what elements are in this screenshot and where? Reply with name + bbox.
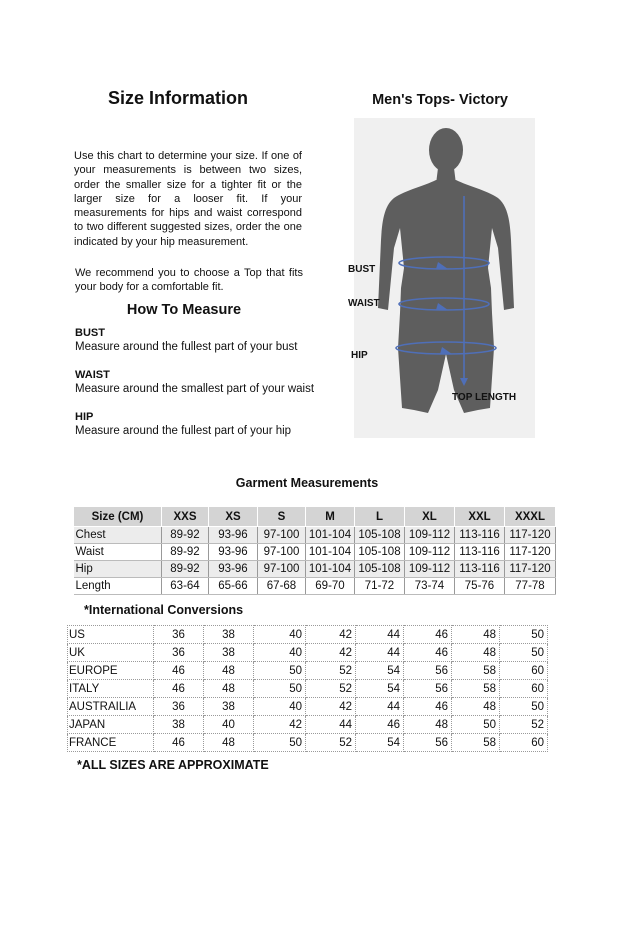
table-cell: 48 bbox=[452, 626, 500, 644]
table-cell: 67-68 bbox=[258, 578, 306, 595]
table-cell: 50 bbox=[254, 734, 306, 752]
row-label: UK bbox=[68, 644, 154, 662]
table-cell: 40 bbox=[254, 644, 306, 662]
table-row bbox=[74, 544, 556, 561]
table-cell: 93-96 bbox=[209, 561, 258, 578]
table-cell: 52 bbox=[306, 662, 356, 680]
table-cell: 46 bbox=[154, 680, 204, 698]
table-row bbox=[68, 698, 548, 716]
table-cell: 52 bbox=[306, 734, 356, 752]
table-cell: 117-120 bbox=[505, 527, 556, 544]
table-cell: 56 bbox=[404, 734, 452, 752]
table-cell: 38 bbox=[204, 626, 254, 644]
table-cell: 101-104 bbox=[306, 544, 355, 561]
international-conversions-title: *International Conversions bbox=[84, 603, 244, 617]
table-cell: 42 bbox=[306, 644, 356, 662]
silhouette-illustration bbox=[354, 118, 535, 438]
table-cell: 52 bbox=[500, 716, 548, 734]
table-cell: 65-66 bbox=[209, 578, 258, 595]
figure-hip-label: HIP bbox=[351, 350, 368, 361]
measure-bust-label: BUST bbox=[75, 327, 105, 339]
header-cell: XS bbox=[209, 507, 258, 527]
table-cell: 105-108 bbox=[355, 561, 405, 578]
garment-measurements-title: Garment Measurements bbox=[235, 476, 379, 490]
table-cell: 89-92 bbox=[162, 561, 209, 578]
table-cell: 50 bbox=[254, 680, 306, 698]
table-cell: 77-78 bbox=[505, 578, 556, 595]
table-cell: 63-64 bbox=[162, 578, 209, 595]
male-silhouette bbox=[378, 128, 517, 413]
garment-measurements-table bbox=[73, 506, 556, 595]
table-cell: 73-74 bbox=[405, 578, 455, 595]
row-label: ITALY bbox=[68, 680, 154, 698]
figure-top-length-label: TOP LENGTH bbox=[452, 392, 517, 403]
table-cell: 54 bbox=[356, 680, 404, 698]
table-cell: 101-104 bbox=[306, 561, 355, 578]
table-cell: 58 bbox=[452, 734, 500, 752]
table-cell: 58 bbox=[452, 680, 500, 698]
table-cell: 40 bbox=[204, 716, 254, 734]
table-cell: 117-120 bbox=[505, 561, 556, 578]
table-row bbox=[68, 662, 548, 680]
table-cell: 48 bbox=[452, 644, 500, 662]
table-cell: 54 bbox=[356, 662, 404, 680]
table-cell: 58 bbox=[452, 662, 500, 680]
header-cell: Size (CM) bbox=[74, 507, 162, 527]
how-to-measure-heading: How To Measure bbox=[126, 302, 242, 318]
table-cell: 50 bbox=[254, 662, 306, 680]
measure-bust-desc: Measure around the fullest part of your bust bbox=[75, 341, 298, 353]
table-cell: 50 bbox=[500, 644, 548, 662]
table-cell: 44 bbox=[306, 716, 356, 734]
table-cell: 46 bbox=[356, 716, 404, 734]
measure-hip-label: HIP bbox=[75, 411, 94, 423]
table-cell: 113-116 bbox=[455, 561, 505, 578]
table-cell: 97-100 bbox=[258, 544, 306, 561]
table-cell: 105-108 bbox=[355, 527, 405, 544]
measure-waist-desc: Measure around the smallest part of your waist bbox=[75, 383, 315, 395]
table-cell: 38 bbox=[154, 716, 204, 734]
table-cell: 44 bbox=[356, 644, 404, 662]
body-figure bbox=[354, 118, 535, 438]
row-label: JAPAN bbox=[68, 716, 154, 734]
header-cell: L bbox=[355, 507, 405, 527]
header-cell: XXXL bbox=[505, 507, 556, 527]
table-cell: 89-92 bbox=[162, 527, 209, 544]
table-cell: 36 bbox=[154, 698, 204, 716]
table-cell: 105-108 bbox=[355, 544, 405, 561]
row-label: AUSTRAILIA bbox=[68, 698, 154, 716]
intro-paragraph: Use this chart to determine your size. If one of your measurements is between two sizes, order the smaller size for a tighter fit or the larger size for a looser fit. If your measurements for hips and waist correspond to two different suggested sizes, order the one indicated by your hip measurement. bbox=[74, 150, 302, 248]
table-cell: 48 bbox=[204, 734, 254, 752]
row-label: Chest bbox=[74, 527, 162, 544]
row-label: Length bbox=[74, 578, 162, 595]
table-cell: 36 bbox=[154, 644, 204, 662]
table-cell: 50 bbox=[500, 626, 548, 644]
table-cell: 46 bbox=[404, 698, 452, 716]
table-cell: 40 bbox=[254, 698, 306, 716]
table-cell: 56 bbox=[404, 680, 452, 698]
table-row bbox=[68, 626, 548, 644]
row-label: US bbox=[68, 626, 154, 644]
table-cell: 46 bbox=[154, 662, 204, 680]
table-cell: 42 bbox=[306, 626, 356, 644]
table-cell: 46 bbox=[404, 626, 452, 644]
table-cell: 113-116 bbox=[455, 544, 505, 561]
table-row bbox=[74, 527, 556, 544]
table-cell: 117-120 bbox=[505, 544, 556, 561]
table-cell: 52 bbox=[306, 680, 356, 698]
table-row bbox=[68, 734, 548, 752]
measure-hip-desc: Measure around the fullest part of your hip bbox=[75, 425, 292, 437]
table-cell: 113-116 bbox=[455, 527, 505, 544]
header-cell: XXS bbox=[162, 507, 209, 527]
table-cell: 97-100 bbox=[258, 527, 306, 544]
table-cell: 109-112 bbox=[405, 561, 455, 578]
header-cell: XXL bbox=[455, 507, 505, 527]
table-row bbox=[68, 716, 548, 734]
table-cell: 36 bbox=[154, 626, 204, 644]
table-cell: 109-112 bbox=[405, 544, 455, 561]
international-conversions-table bbox=[67, 625, 548, 752]
table-cell: 69-70 bbox=[306, 578, 355, 595]
header-cell: S bbox=[258, 507, 306, 527]
figure-title: Men's Tops- Victory bbox=[372, 92, 508, 108]
table-cell: 60 bbox=[500, 734, 548, 752]
table-cell: 44 bbox=[356, 626, 404, 644]
table-cell: 109-112 bbox=[405, 527, 455, 544]
row-label: Hip bbox=[74, 561, 162, 578]
table-cell: 48 bbox=[204, 662, 254, 680]
figure-bust-label: BUST bbox=[348, 264, 376, 275]
garment-header-row bbox=[74, 507, 556, 527]
table-cell: 60 bbox=[500, 662, 548, 680]
table-cell: 71-72 bbox=[355, 578, 405, 595]
table-cell: 40 bbox=[254, 626, 306, 644]
row-label: FRANCE bbox=[68, 734, 154, 752]
table-cell: 46 bbox=[404, 644, 452, 662]
table-cell: 48 bbox=[404, 716, 452, 734]
table-cell: 89-92 bbox=[162, 544, 209, 561]
table-cell: 48 bbox=[452, 698, 500, 716]
table-cell: 42 bbox=[254, 716, 306, 734]
table-cell: 46 bbox=[154, 734, 204, 752]
table-cell: 93-96 bbox=[209, 544, 258, 561]
table-cell: 50 bbox=[452, 716, 500, 734]
approximate-note: *ALL SIZES ARE APPROXIMATE bbox=[77, 758, 269, 772]
table-cell: 93-96 bbox=[209, 527, 258, 544]
page-title: Size Information bbox=[107, 88, 248, 108]
recommend-paragraph: We recommend you to choose a Top that fits your body for a comfortable fit. bbox=[75, 267, 303, 294]
table-row bbox=[74, 561, 556, 578]
table-cell: 97-100 bbox=[258, 561, 306, 578]
figure-waist-label: WAIST bbox=[348, 298, 380, 309]
table-cell: 56 bbox=[404, 662, 452, 680]
row-label: Waist bbox=[74, 544, 162, 561]
table-cell: 44 bbox=[356, 698, 404, 716]
table-cell: 60 bbox=[500, 680, 548, 698]
table-row bbox=[74, 578, 556, 595]
table-cell: 48 bbox=[204, 680, 254, 698]
table-cell: 50 bbox=[500, 698, 548, 716]
table-cell: 38 bbox=[204, 698, 254, 716]
table-cell: 38 bbox=[204, 644, 254, 662]
header-cell: XL bbox=[405, 507, 455, 527]
header-cell: M bbox=[306, 507, 355, 527]
table-cell: 42 bbox=[306, 698, 356, 716]
table-row bbox=[68, 680, 548, 698]
table-row bbox=[68, 644, 548, 662]
table-cell: 54 bbox=[356, 734, 404, 752]
table-cell: 101-104 bbox=[306, 527, 355, 544]
table-cell: 75-76 bbox=[455, 578, 505, 595]
row-label: EUROPE bbox=[68, 662, 154, 680]
measure-waist-label: WAIST bbox=[75, 369, 110, 381]
